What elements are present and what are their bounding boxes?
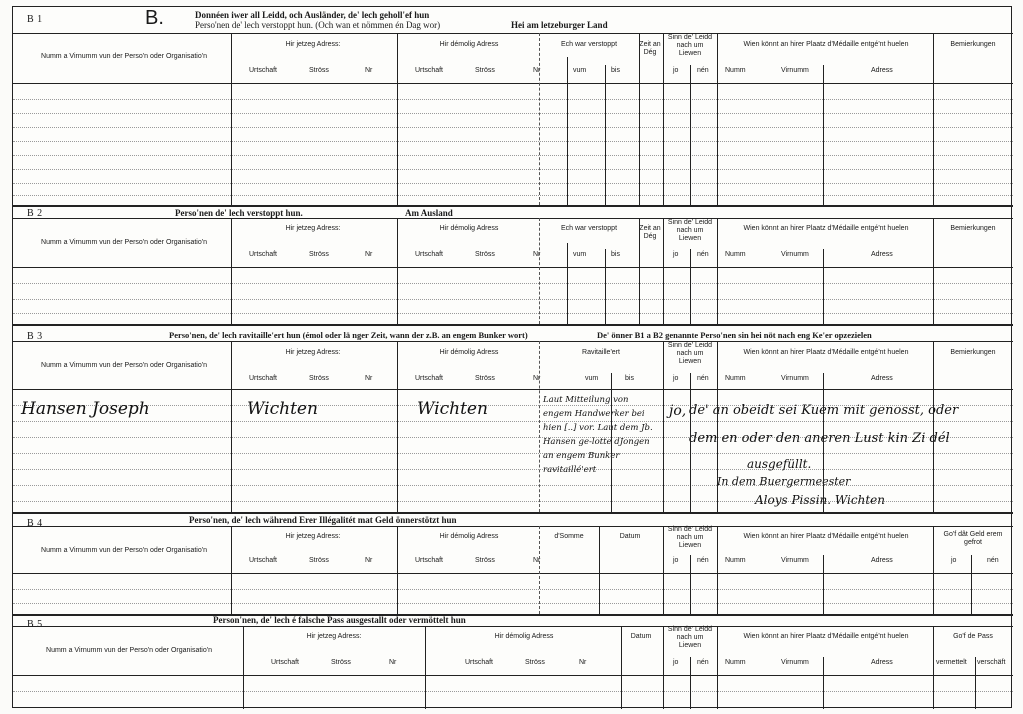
b5-sub-locality-2: Urtschaft bbox=[465, 659, 494, 666]
b3-sub-from: vum bbox=[585, 375, 599, 382]
b1-sub-no: nén bbox=[697, 67, 709, 74]
section-b1-title-1: Donnéen iwer all Leidd, och Ausländer, de' lech geholl'ef hun bbox=[195, 10, 430, 20]
b2-col-time: Zeit an Dég bbox=[639, 225, 661, 241]
b3-col-senses: Sinn de' Leidd nach um Liewen bbox=[667, 342, 713, 366]
b4-sub-locality: Urtschaft bbox=[249, 557, 278, 564]
b3-sub-number: Nr bbox=[365, 375, 373, 382]
b5-col-current-address: Hir jetzeg Adress: bbox=[306, 633, 362, 640]
b3-col-name: Numm a Virnumm vun der Perso'n oder Organisatio'n bbox=[41, 362, 207, 369]
b4-sub-number: Nr bbox=[365, 557, 373, 564]
b4-sub-locality-2: Urtschaft bbox=[415, 557, 444, 564]
b5-col-name: Numm a Virnumm vun der Perso'n oder Organisatio'n bbox=[46, 647, 212, 654]
b3-col-medal: Wien könnt an hirer Plaatz d'Médaille entgé'nt huelen bbox=[743, 349, 909, 356]
b2-col-hidden: Ech war verstoppt bbox=[560, 225, 618, 232]
b1-sub-number: Nr bbox=[365, 67, 373, 74]
b1-col-name: Numm a Virnumm vun der Perso'n oder Organisatio'n bbox=[41, 53, 207, 60]
section-b3-title: Perso'nen, de' lech ravitaille'ert hun (émol oder lä nger Zeit, wann der z.B. an engem Bunker wort) bbox=[169, 330, 528, 340]
b5-sub-m-name: Numm bbox=[725, 659, 746, 666]
b5-sub-no: nén bbox=[697, 659, 709, 666]
b1-col-senses: Sinn de' Leidd nach um Liewen bbox=[667, 34, 713, 58]
b1-sub-from: vum bbox=[573, 67, 587, 74]
b5-col-medal: Wien könnt an hirer Plaatz d'Médaille entgé'nt huelen bbox=[743, 633, 909, 640]
b5-col-senses: Sinn de' Leidd nach um Liewen bbox=[667, 626, 713, 650]
b3-entry-medal-1: de' an obeidt sei Kuem mit genosst, oder bbox=[689, 403, 959, 418]
b2-sub-yes: jo bbox=[673, 251, 679, 258]
section-b3-label: B 3 bbox=[27, 331, 43, 342]
b1-sub-locality-2: Urtschaft bbox=[415, 67, 444, 74]
b1-col-hidden: Ech war verstoppt bbox=[560, 41, 618, 48]
b3-col-supplied: Ravitaille'ert bbox=[582, 349, 620, 356]
b3-entry-medal-2: dem en oder den aneren Lust kin Zi dél bbox=[689, 431, 950, 446]
b1-sub-m-name: Numm bbox=[725, 67, 746, 74]
b2-sub-street-2: Ströss bbox=[475, 251, 495, 258]
b5-sub-m-address: Adress bbox=[871, 659, 893, 666]
b5-sub-m-first: Virnumm bbox=[781, 659, 809, 666]
b4-sub-street-2: Ströss bbox=[475, 557, 495, 564]
b5-sub-number: Nr bbox=[389, 659, 397, 666]
section-b5-title: Person'nen, de' lech é falsche Pass ausgestallt oder vermöttelt hun bbox=[213, 615, 466, 625]
b2-sub-m-first: Virnumm bbox=[781, 251, 809, 258]
b3-sub-number-2: Nr bbox=[533, 375, 541, 382]
b3-sub-m-first: Virnumm bbox=[781, 375, 809, 382]
b2-col-remarks: Bemierkungen bbox=[950, 225, 996, 232]
b3-col-former-address: Hir démolig Adress bbox=[439, 349, 499, 356]
b2-col-former-address: Hir démolig Adress bbox=[439, 225, 499, 232]
b3-entry-current-locality: Wichten bbox=[247, 399, 318, 419]
b4-sub-m-first: Virnumm bbox=[781, 557, 809, 564]
b2-col-name: Numm a Virnumm vun der Perso'n oder Organisatio'n bbox=[41, 239, 207, 246]
b3-entry-medal-3: ausgefüllt. bbox=[747, 457, 812, 471]
b1-col-former-address: Hir démolig Adress bbox=[439, 41, 499, 48]
b1-col-remarks: Bemierkungen bbox=[950, 41, 996, 48]
b4-sub-no: nén bbox=[697, 557, 709, 564]
b2-sub-number: Nr bbox=[365, 251, 373, 258]
b1-sub-m-first: Virnumm bbox=[781, 67, 809, 74]
b3-entry-former-locality: Wichten bbox=[417, 399, 488, 419]
b3-col-remarks: Bemierkungen bbox=[950, 349, 996, 356]
section-b2-title: Perso'nen de' lech verstoppt hun. bbox=[175, 208, 303, 218]
b4-sub-street: Ströss bbox=[309, 557, 329, 564]
b4-sub-m-address: Adress bbox=[871, 557, 893, 564]
b4-col-money-back: Go'f dât Geld erem gefrot bbox=[943, 531, 1003, 547]
b3-sub-street: Ströss bbox=[309, 375, 329, 382]
b3-sub-locality: Urtschaft bbox=[249, 375, 278, 382]
b1-sub-m-address: Adress bbox=[871, 67, 893, 74]
b1-sub-yes: jo bbox=[673, 67, 679, 74]
b4-sub-number-2: Nr bbox=[533, 557, 541, 564]
b4-sub-m-name: Numm bbox=[725, 557, 746, 564]
b4-col-amount: d'Somme bbox=[554, 533, 584, 540]
b4-sub-no-2: nén bbox=[987, 557, 999, 564]
b2-sub-locality-2: Urtschaft bbox=[415, 251, 444, 258]
b2-sub-no: nén bbox=[697, 251, 709, 258]
section-b4-title: Perso'nen, de' lech während Erer Illégalitét mat Geld önnerstötzt hun bbox=[189, 515, 457, 525]
b4-col-former-address: Hir démolig Adress bbox=[439, 533, 499, 540]
b3-sub-m-name: Numm bbox=[725, 375, 746, 382]
b4-col-medal: Wien könnt an hirer Plaatz d'Médaille entgé'nt huelen bbox=[743, 533, 909, 540]
section-b5-label: B 5 bbox=[27, 619, 43, 630]
b2-sub-m-name: Numm bbox=[725, 251, 746, 258]
section-b1-title-2: Perso'nen de' lech verstoppt hun. (Och wan et nömmen én Dag wor) bbox=[195, 20, 441, 30]
b5-sub-yes: jo bbox=[673, 659, 679, 666]
b2-sub-m-address: Adress bbox=[871, 251, 893, 258]
b5-sub-locality: Urtschaft bbox=[271, 659, 300, 666]
b3-entry-name: Hansen Joseph bbox=[21, 399, 150, 419]
form-page bbox=[12, 6, 1012, 708]
b3-sub-locality-2: Urtschaft bbox=[415, 375, 444, 382]
section-b3-title-extra: De' önner B1 a B2 genannte Perso'nen sin hei nöt nach eng Ke'er opzezielen bbox=[597, 330, 872, 340]
b1-sub-number-2: Nr bbox=[533, 67, 541, 74]
b1-col-medal: Wien könnt an hirer Plaatz d'Médaille entgé'nt huelen bbox=[743, 41, 909, 48]
b4-col-senses: Sinn de' Leidd nach um Liewen bbox=[667, 526, 713, 550]
b3-entry-medal-5: Aloys Pissin. Wichten bbox=[755, 493, 885, 507]
b1-sub-locality: Urtschaft bbox=[249, 67, 278, 74]
b3-entry-alive-yes: jo, bbox=[669, 403, 687, 419]
b2-col-current-address: Hir jetzeg Adress: bbox=[285, 225, 341, 232]
b3-sub-to: bis bbox=[625, 375, 634, 382]
b4-col-date: Datum bbox=[619, 533, 641, 540]
section-b1-label: B 1 bbox=[27, 14, 43, 25]
b5-col-pass: Go'f de Pass bbox=[953, 633, 993, 640]
b1-sub-to: bis bbox=[611, 67, 620, 74]
section-b4-label: B 4 bbox=[27, 518, 43, 529]
b1-sub-street: Ströss bbox=[309, 67, 329, 74]
b4-col-current-address: Hir jetzeg Adress: bbox=[285, 533, 341, 540]
b3-sub-no: nén bbox=[697, 375, 709, 382]
b2-col-medal: Wien könnt an hirer Plaatz d'Médaille entgé'nt huelen bbox=[743, 225, 909, 232]
b1-col-time: Zeit an Dég bbox=[639, 41, 661, 57]
b5-sub-street-2: Ströss bbox=[525, 659, 545, 666]
b2-sub-from: vum bbox=[573, 251, 587, 258]
b5-col-date: Datum bbox=[630, 633, 652, 640]
section-b1-title-extra: Hei am letzeburger Land bbox=[511, 20, 608, 30]
b3-sub-street-2: Ströss bbox=[475, 375, 495, 382]
b3-sub-yes: jo bbox=[673, 375, 679, 382]
b2-sub-locality: Urtschaft bbox=[249, 251, 278, 258]
b5-sub-made: verschäft bbox=[977, 659, 1006, 666]
b3-col-current-address: Hir jetzeg Adress: bbox=[285, 349, 341, 356]
b1-col-current-address: Hir jetzeg Adress: bbox=[285, 41, 341, 48]
b5-sub-issued: vermettelt bbox=[936, 659, 967, 666]
section-b2-label: B 2 bbox=[27, 208, 43, 219]
b5-sub-street: Ströss bbox=[331, 659, 351, 666]
b5-sub-number-2: Nr bbox=[579, 659, 587, 666]
b2-col-senses: Sinn de' Leidd nach um Liewen bbox=[667, 219, 713, 243]
b3-sub-m-address: Adress bbox=[871, 375, 893, 382]
b2-sub-to: bis bbox=[611, 251, 620, 258]
b4-sub-yes-2: jo bbox=[951, 557, 957, 564]
b5-col-former-address: Hir démolig Adress bbox=[494, 633, 554, 640]
b2-sub-street: Ströss bbox=[309, 251, 329, 258]
b1-sub-street-2: Ströss bbox=[475, 67, 495, 74]
b2-sub-number-2: Nr bbox=[533, 251, 541, 258]
section-b2-title-extra: Am Ausland bbox=[405, 208, 453, 218]
b3-entry-medal-4: In dem Buergermeester bbox=[717, 475, 851, 488]
b4-col-name: Numm a Virnumm vun der Perso'n oder Organisatio'n bbox=[41, 547, 207, 554]
b3-entry-supply-note: Laut Mitteilung von engem Handwerker bei hien [..] vor. Laut dem Jb. Hansen ge-lotte dJongen an engem Bunker ravitaillé'ert bbox=[543, 395, 653, 475]
form-letter: B. bbox=[145, 7, 164, 29]
b4-sub-yes: jo bbox=[673, 557, 679, 564]
